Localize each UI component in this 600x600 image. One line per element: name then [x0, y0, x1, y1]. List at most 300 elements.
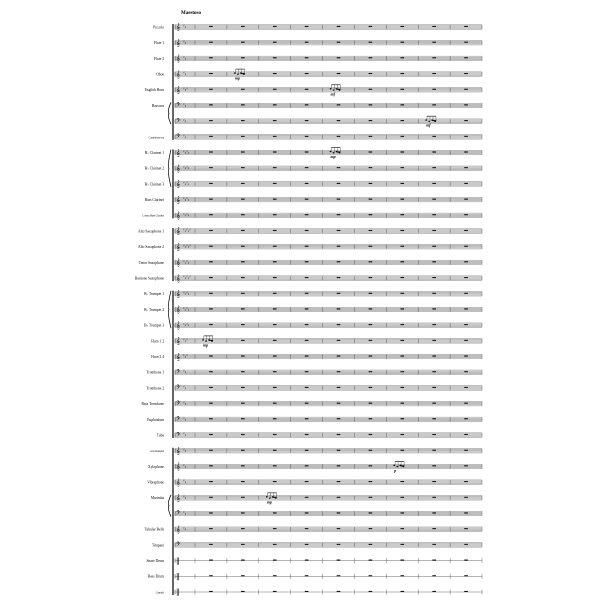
whole-rest: [273, 136, 277, 137]
sharp-icon: ♯: [186, 337, 188, 342]
note-head: [431, 120, 433, 121]
whole-rest: [273, 167, 277, 168]
whole-rest: [432, 183, 436, 184]
whole-rest: [400, 591, 404, 592]
whole-rest: [464, 403, 468, 404]
note-head: [330, 88, 332, 89]
instrument-label: Euphonium: [147, 417, 164, 422]
note-head: [336, 88, 338, 89]
whole-rest: [432, 199, 436, 200]
whole-rest: [273, 26, 277, 27]
whole-rest: [305, 528, 309, 529]
whole-rest: [241, 387, 245, 388]
whole-rest: [337, 26, 341, 27]
instrument-label: Bass Drum: [147, 574, 164, 579]
note-head: [272, 496, 274, 497]
instrument-label: Alto Saxophone 2: [138, 245, 164, 250]
clef-icon: 𝄢: [176, 431, 181, 440]
sharp-icon: ♯: [184, 135, 187, 140]
whole-rest: [400, 450, 404, 451]
whole-rest: [241, 42, 245, 43]
note-head: [339, 89, 341, 90]
whole-rest: [273, 418, 277, 419]
note-head: [434, 121, 436, 122]
clef-icon: ‖: [176, 588, 180, 597]
whole-rest: [305, 104, 309, 105]
whole-rest: [369, 324, 373, 325]
clef-icon: 𝄞: [176, 85, 181, 94]
whole-rest: [337, 418, 341, 419]
whole-rest: [305, 497, 309, 498]
instrument-label: Xylophone: [148, 464, 164, 469]
staff-12: [175, 211, 482, 221]
whole-rest: [432, 560, 436, 561]
sharp-icon: ♯: [183, 164, 185, 169]
whole-rest: [464, 308, 468, 309]
whole-rest: [305, 340, 309, 341]
staff-17: [175, 289, 482, 299]
clef-icon: 𝄞: [176, 305, 181, 314]
whole-rest: [305, 199, 309, 200]
whole-rest: [273, 434, 277, 435]
sharp-icon: ♯: [187, 260, 190, 265]
whole-rest: [273, 277, 277, 278]
whole-rest: [464, 387, 468, 388]
whole-rest: [209, 324, 213, 325]
sharp-icon: ♯: [183, 431, 185, 436]
whole-rest: [337, 136, 341, 137]
whole-rest: [273, 57, 277, 58]
tempo-marking: Maestoso: [181, 11, 201, 16]
whole-rest: [369, 246, 373, 247]
whole-rest: [369, 512, 373, 513]
whole-rest: [305, 481, 309, 482]
sharp-icon: ♯: [183, 54, 185, 59]
whole-rest: [241, 261, 245, 262]
whole-rest: [400, 308, 404, 309]
whole-rest: [464, 214, 468, 215]
whole-rest: [273, 560, 277, 561]
whole-rest: [241, 340, 245, 341]
sharp-icon: ♯: [183, 415, 185, 420]
instrument-label: B♭ Trumpet 1: [144, 292, 164, 297]
whole-rest: [400, 42, 404, 43]
whole-rest: [241, 199, 245, 200]
whole-rest: [369, 214, 373, 215]
sharp-icon: ♯: [187, 323, 190, 328]
whole-rest: [273, 151, 277, 152]
sharp-icon: ♯: [184, 119, 187, 124]
dynamic-marking: mf: [426, 122, 431, 128]
whole-rest: [432, 104, 436, 105]
whole-rest: [400, 434, 404, 435]
sharp-icon: ♯: [186, 306, 188, 311]
whole-rest: [369, 26, 373, 27]
whole-rest: [241, 277, 245, 278]
whole-rest: [337, 465, 341, 466]
whole-rest: [209, 465, 213, 466]
whole-rest: [432, 355, 436, 356]
whole-rest: [241, 57, 245, 58]
clef-icon: 𝄞: [176, 180, 181, 189]
whole-rest: [273, 214, 277, 215]
whole-rest: [464, 450, 468, 451]
whole-rest: [209, 167, 213, 168]
sharp-icon: ♯: [183, 290, 185, 295]
sharp-icon: ♯: [184, 229, 187, 234]
whole-rest: [464, 575, 468, 576]
whole-rest: [464, 324, 468, 325]
whole-rest: [432, 261, 436, 262]
sharp-icon: ♯: [189, 274, 191, 279]
instrument-label: Baritone Saxophone: [134, 276, 164, 281]
clef-icon: 𝄢: [176, 101, 181, 110]
whole-rest: [337, 104, 341, 105]
instrument-label: Oboe: [156, 72, 164, 77]
staff-35: [175, 573, 482, 581]
whole-rest: [337, 575, 341, 576]
sharp-icon: ♯: [184, 449, 187, 454]
whole-rest: [464, 465, 468, 466]
whole-rest: [273, 481, 277, 482]
sharp-icon: ♯: [186, 321, 188, 326]
whole-rest: [400, 199, 404, 200]
clef-icon: 𝄢: [176, 368, 181, 377]
clef-icon: ‖: [176, 572, 180, 581]
sharp-icon: ♯: [186, 180, 188, 185]
whole-rest: [209, 450, 213, 451]
whole-rest: [273, 308, 277, 309]
sharp-icon: ♯: [183, 525, 185, 530]
whole-rest: [432, 277, 436, 278]
whole-rest: [400, 293, 404, 294]
sharp-icon: ♯: [183, 306, 185, 311]
whole-rest: [305, 167, 309, 168]
whole-rest: [209, 73, 213, 74]
whole-rest: [305, 387, 309, 388]
whole-rest: [209, 57, 213, 58]
sharp-icon: ♯: [183, 321, 185, 326]
whole-rest: [432, 371, 436, 372]
staff-20: [175, 336, 482, 346]
dynamic-marking: mp: [234, 75, 240, 81]
whole-rest: [209, 355, 213, 356]
whole-rest: [273, 403, 277, 404]
whole-rest: [337, 261, 341, 262]
whole-rest: [305, 136, 309, 137]
dynamic-marking: p: [394, 467, 397, 473]
instrument-label: B♭ Clarinet 2: [144, 166, 164, 171]
whole-rest: [400, 246, 404, 247]
sharp-icon: ♯: [183, 353, 185, 358]
whole-rest: [209, 371, 213, 372]
whole-rest: [241, 481, 245, 482]
whole-rest: [337, 528, 341, 529]
whole-rest: [305, 277, 309, 278]
instrument-label: Timpani: [151, 543, 164, 548]
whole-rest: [432, 544, 436, 545]
whole-rest: [209, 136, 213, 137]
whole-rest: [400, 136, 404, 137]
sharp-icon: ♯: [183, 86, 185, 91]
note-head: [275, 497, 277, 498]
whole-rest: [273, 104, 277, 105]
clef-icon: 𝄞: [176, 478, 181, 487]
whole-rest: [305, 324, 309, 325]
sharp-icon: ♯: [183, 447, 185, 452]
whole-rest: [337, 371, 341, 372]
whole-rest: [464, 246, 468, 247]
staff-31: [175, 510, 482, 518]
whole-rest: [369, 340, 373, 341]
whole-rest: [241, 136, 245, 137]
whole-rest: [400, 324, 404, 325]
whole-rest: [369, 465, 373, 466]
sharp-icon: ♯: [184, 417, 187, 422]
clef-icon: 𝄢: [176, 117, 181, 126]
whole-rest: [273, 89, 277, 90]
whole-rest: [369, 418, 373, 419]
clef-icon: 𝄞: [176, 525, 181, 534]
whole-rest: [400, 261, 404, 262]
note-head: [266, 496, 268, 497]
whole-rest: [305, 120, 309, 121]
staff-2: [175, 54, 482, 64]
whole-rest: [305, 293, 309, 294]
whole-rest: [241, 151, 245, 152]
whole-rest: [209, 434, 213, 435]
whole-rest: [273, 293, 277, 294]
clef-icon: 𝄞: [176, 23, 181, 32]
whole-rest: [400, 183, 404, 184]
brace-icon: [168, 102, 171, 124]
whole-rest: [464, 481, 468, 482]
whole-rest: [464, 591, 468, 592]
instrument-label: Alto Saxophone 1: [138, 229, 164, 234]
instrument-label: Tuba: [156, 433, 164, 438]
instrument-label: English Horn: [144, 88, 164, 93]
whole-rest: [432, 340, 436, 341]
whole-rest: [464, 104, 468, 105]
whole-rest: [369, 230, 373, 231]
whole-rest: [432, 434, 436, 435]
whole-rest: [400, 167, 404, 168]
whole-rest: [464, 497, 468, 498]
instrument-label: Piccolo: [153, 25, 164, 30]
sharp-icon: ♯: [184, 56, 187, 61]
sharp-icon: ♯: [187, 150, 190, 155]
whole-rest: [337, 355, 341, 356]
staff-24: [175, 400, 482, 408]
whole-rest: [305, 544, 309, 545]
whole-rest: [432, 481, 436, 482]
staff-15: [175, 258, 482, 268]
whole-rest: [464, 199, 468, 200]
whole-rest: [305, 403, 309, 404]
whole-rest: [464, 355, 468, 356]
whole-rest: [305, 575, 309, 576]
whole-rest: [369, 403, 373, 404]
sharp-icon: ♯: [184, 480, 187, 485]
whole-rest: [241, 418, 245, 419]
note-head: [425, 120, 427, 121]
sharp-icon: ♯: [184, 370, 187, 375]
sharp-icon: ♯: [183, 39, 185, 44]
whole-rest: [337, 481, 341, 482]
whole-rest: [209, 120, 213, 121]
whole-rest: [273, 340, 277, 341]
whole-rest: [305, 434, 309, 435]
whole-rest: [432, 497, 436, 498]
whole-rest: [432, 151, 436, 152]
note-head: [399, 465, 401, 466]
whole-rest: [400, 528, 404, 529]
whole-rest: [400, 575, 404, 576]
whole-rest: [273, 261, 277, 262]
note-head: [330, 151, 332, 152]
instrument-label: Trombone 1: [146, 370, 164, 375]
staff-7: [175, 133, 482, 141]
whole-rest: [400, 544, 404, 545]
whole-rest: [273, 450, 277, 451]
whole-rest: [273, 42, 277, 43]
whole-rest: [209, 246, 213, 247]
staff-3: [175, 69, 482, 79]
note-head: [211, 340, 213, 341]
clef-icon: 𝄞: [176, 54, 181, 63]
sharp-icon: ♯: [184, 245, 187, 250]
whole-rest: [273, 355, 277, 356]
whole-rest: [241, 167, 245, 168]
whole-rest: [241, 528, 245, 529]
whole-rest: [400, 340, 404, 341]
whole-rest: [464, 512, 468, 513]
whole-rest: [241, 591, 245, 592]
staff-9: [175, 163, 482, 173]
whole-rest: [273, 528, 277, 529]
instrument-label: Glockenspiel: [150, 450, 164, 454]
clef-icon: 𝄞: [176, 290, 181, 299]
whole-rest: [464, 434, 468, 435]
whole-rest: [464, 73, 468, 74]
instrument-label: Snare Drum: [146, 559, 164, 564]
whole-rest: [209, 560, 213, 561]
whole-rest: [464, 277, 468, 278]
staff-26: [175, 431, 482, 439]
whole-rest: [305, 151, 309, 152]
staff-30: [175, 493, 482, 503]
whole-rest: [305, 261, 309, 262]
brace-icon: [168, 150, 171, 187]
whole-rest: [432, 387, 436, 388]
whole-rest: [241, 355, 245, 356]
whole-rest: [209, 42, 213, 43]
whole-rest: [209, 199, 213, 200]
sharp-icon: ♯: [184, 182, 187, 187]
clef-icon: 𝄞: [176, 352, 181, 361]
sharp-icon: ♯: [186, 164, 188, 169]
clef-icon: 𝄞: [176, 148, 181, 157]
whole-rest: [337, 230, 341, 231]
clef-icon: 𝄢: [176, 509, 181, 518]
whole-rest: [241, 308, 245, 309]
clef-icon: 𝄢: [176, 541, 181, 550]
whole-rest: [432, 403, 436, 404]
whole-rest: [464, 230, 468, 231]
note-head: [396, 466, 398, 467]
whole-rest: [273, 246, 277, 247]
whole-rest: [464, 418, 468, 419]
whole-rest: [400, 403, 404, 404]
whole-rest: [369, 591, 373, 592]
whole-rest: [273, 183, 277, 184]
clef-icon: 𝄢: [176, 133, 181, 142]
staff-0: [175, 22, 482, 32]
whole-rest: [209, 528, 213, 529]
note-head: [202, 339, 204, 340]
sharp-icon: ♯: [184, 25, 187, 30]
sharp-icon: ♯: [183, 368, 185, 373]
whole-rest: [273, 575, 277, 576]
whole-rest: [241, 89, 245, 90]
sharp-icon: ♯: [186, 149, 188, 154]
whole-rest: [369, 355, 373, 356]
instrument-label: Contrabassoon: [148, 136, 164, 140]
whole-rest: [432, 136, 436, 137]
brace-icon: [168, 495, 171, 517]
sharp-icon: ♯: [184, 213, 187, 218]
whole-rest: [400, 230, 404, 231]
dynamic-marking: mp: [330, 154, 336, 160]
sharp-icon: ♯: [187, 245, 190, 250]
sharp-icon: ♯: [183, 274, 185, 279]
whole-rest: [241, 183, 245, 184]
sharp-icon: ♯: [183, 133, 185, 138]
sharp-icon: ♯: [183, 211, 185, 216]
whole-rest: [209, 26, 213, 27]
sharp-icon: ♯: [183, 400, 185, 405]
whole-rest: [305, 214, 309, 215]
whole-rest: [241, 214, 245, 215]
staff-18: [175, 305, 482, 315]
whole-rest: [369, 151, 373, 152]
whole-rest: [369, 136, 373, 137]
sharp-icon: ♯: [183, 337, 185, 342]
clef-icon: 𝄞: [176, 462, 181, 471]
whole-rest: [400, 26, 404, 27]
clef-icon: 𝄢: [176, 384, 181, 393]
whole-rest: [209, 277, 213, 278]
whole-rest: [400, 497, 404, 498]
whole-rest: [209, 151, 213, 152]
whole-rest: [337, 246, 341, 247]
whole-rest: [400, 481, 404, 482]
whole-rest: [241, 497, 245, 498]
note-head: [234, 72, 236, 73]
whole-rest: [209, 481, 213, 482]
sharp-icon: ♯: [187, 213, 190, 218]
whole-rest: [241, 230, 245, 231]
sharp-icon: ♯: [187, 198, 190, 203]
whole-rest: [369, 481, 373, 482]
whole-rest: [369, 308, 373, 309]
sharp-icon: ♯: [183, 117, 185, 122]
instrument-label: B♭ Trumpet 2: [144, 307, 164, 312]
sharp-icon: ♯: [184, 166, 187, 171]
whole-rest: [369, 387, 373, 388]
staff-10: [175, 179, 482, 189]
whole-rest: [241, 293, 245, 294]
